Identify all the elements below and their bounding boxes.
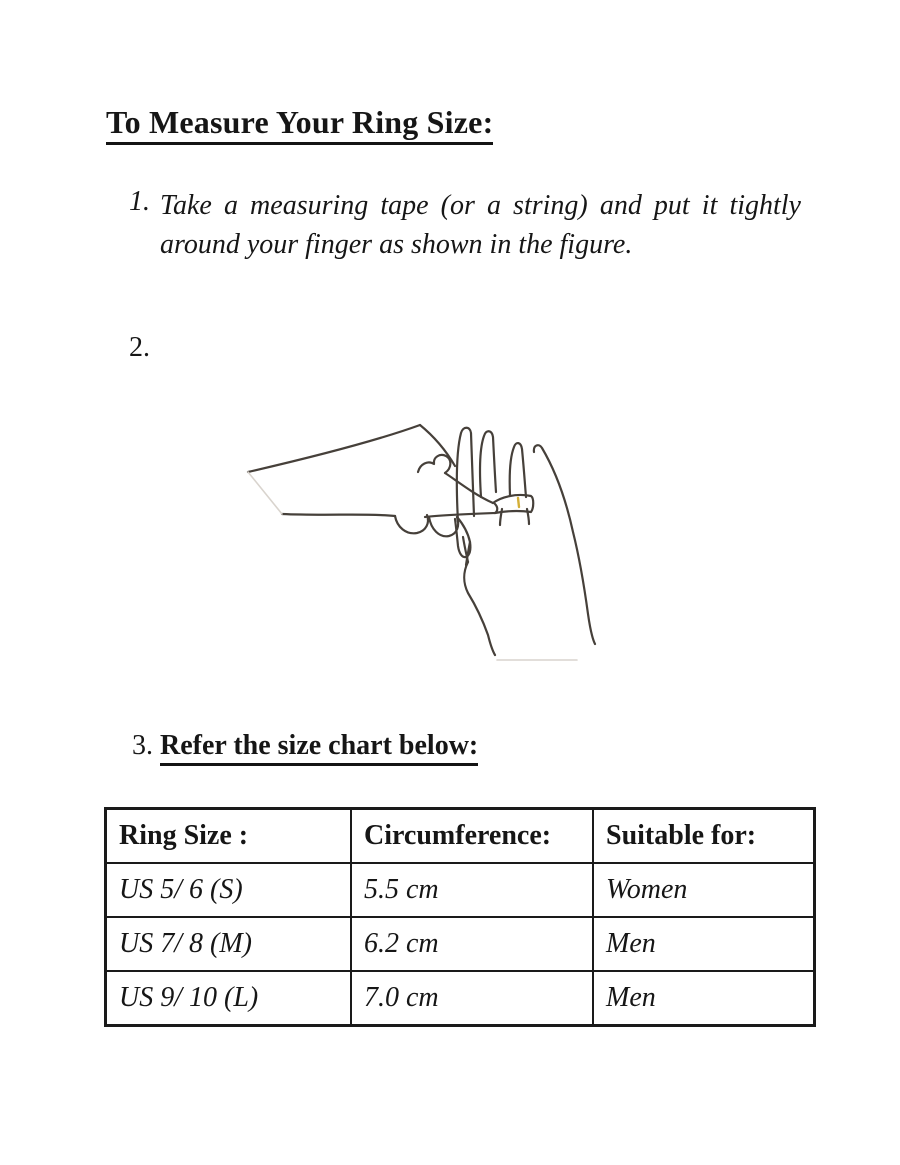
step-3 xyxy=(132,730,478,766)
cell-suitable: Men xyxy=(593,917,815,971)
header-suitable-for: Suitable for: xyxy=(593,809,815,864)
cell-circumference: 7.0 cm xyxy=(351,971,593,1026)
hands-ring-illustration-svg xyxy=(228,402,622,674)
page-title xyxy=(106,104,493,145)
step-1-line-1: Take a measuring tape (or a string) and put it tightly xyxy=(160,190,801,221)
table-row xyxy=(106,917,815,971)
ring-size-table xyxy=(104,807,816,1027)
cell-size: US 7/ 8 (M) xyxy=(106,917,352,971)
cell-circumference: 6.2 cm xyxy=(351,917,593,971)
cell-size: US 5/ 6 (S) xyxy=(106,863,352,917)
step-3-heading: Refer the size chart below: xyxy=(160,730,478,766)
cell-size: US 9/ 10 (L) xyxy=(106,971,352,1026)
step-1-text xyxy=(160,186,801,264)
cell-suitable: Men xyxy=(593,971,815,1026)
step-1-number: 1. xyxy=(129,186,150,217)
cell-circumference: 5.5 cm xyxy=(351,863,593,917)
table-row xyxy=(106,971,815,1026)
step-2-number: 2. xyxy=(129,332,150,363)
page-title-text: To Measure Your Ring Size: xyxy=(106,104,493,145)
table-row xyxy=(106,863,815,917)
header-ring-size: Ring Size : xyxy=(106,809,352,864)
step-3-number: 3. xyxy=(132,730,153,761)
table-header-row xyxy=(106,809,815,864)
cell-suitable: Women xyxy=(593,863,815,917)
hands-ring-illustration xyxy=(228,402,622,674)
header-circumference: Circumference: xyxy=(351,809,593,864)
step-1-line-2: around your finger as shown in the figure. xyxy=(160,229,633,260)
